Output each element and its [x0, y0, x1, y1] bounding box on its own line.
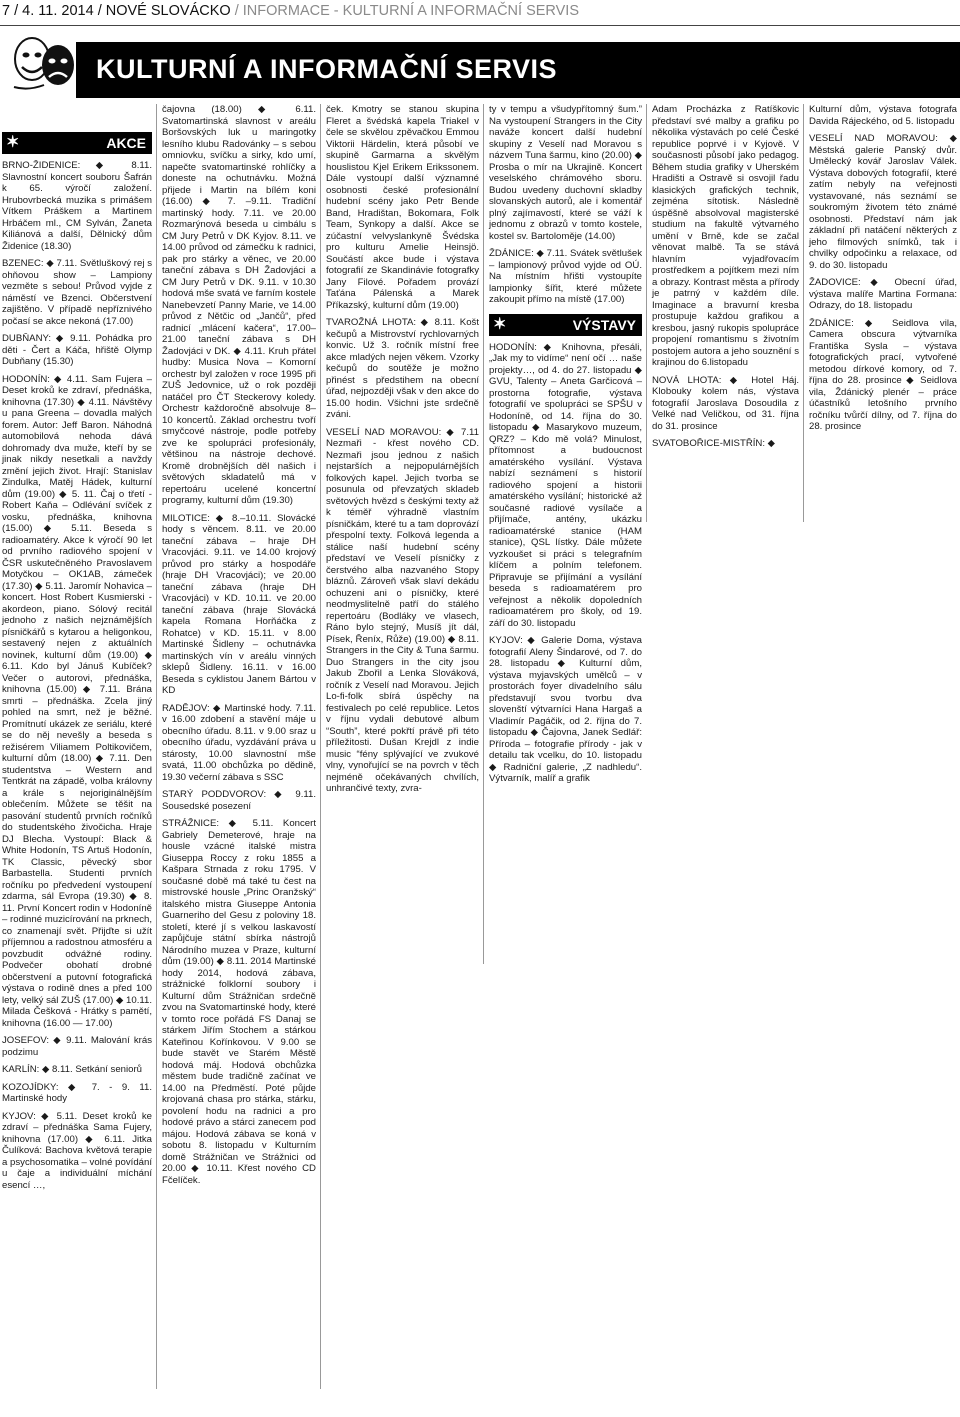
event-entry: KARLÍN: ◆ 8.11. Setkání seniorů [2, 1064, 142, 1075]
exhibition-entry: Kulturní dům, výstava fotografa Davida Rájeckého, od 5. listopadu [809, 104, 957, 127]
event-entry: HODONÍN: ◆ 4.11. Sam Fujera – Deset kroků ke zdraví, přednáška, knihovna (17.30) ◆ 4.11. Návštěvy u pana Greena – dovadla malých forem. Autor: Jeff Baron. Náhodná automobilová nehoda dává dohromady dva muže, kteří by se jinak nikdy nesetkali a navždy změní jejich život. Hrají: Stanislav Zindulka, Matěj Hádek, kulturní dům (19.00) ◆ 5. 11. Čaj o třetí - Robert Kaňa – Odlévání svíček z vosku, přednáška, knihovna (15.00) ◆ 5.11. Beseda s radioamatéry. Akce k výročí 90 let od prvního radiového spojení v ČSR uskutečněného Pravoslavem Motyčkou – OK1AB, zámeček (17.30) ◆ 5.11. Jaromír Nohavica – koncert. Host Robert Kusmierski - akordeon, piano. Sólový recitál jednoho z našich nejznámějších písničkářů s kytarou a heligonkou, sestavený nejen z aktuálních novinek, kulturní dům (19.00) ◆ 6.11. Kdo byl Jánuš Kubíček? Večer o autorovi, přednáška, knihovna (15.00) ◆ 7.11. Brána smrti – přednáška. Zcela jiný pohled na smrt, než je běžné. Promítnutí ukázek ze seriálu, které se do něj nevešly a beseda s režisérem Viliamem Poltikovičem, kulturní dům (18.00) ◆ 7.11. Den studentstva – Western and Tentkrát na západě, volba královny a krále s nejoriginálnějším oblečením. Můžete se těšit na pasování studentů prvních ročníků do studentského živočicha. Hraje DJ Blecha. Vystoupí: Black & White Hodonín, TS Artuš Hodonín, TK Classic, pěvecký sbor Barbastella. Studenti prvních ročníku po předvedení vystoupení zdarma, sál Evropa (19.30) ◆ 8. 11. První Koncert rodin v Hodoníně – rodinné muzicírování na prknech, co znamenají svět. Přijďte si užít příjemnou a radostnou atmosféru a povzbudit odvážné rodiny. Podvečer obohatí drobné občerstvení a putovní fotografická výstava o rodině dnes a před 100 lety, velký sál ZUŠ (17.00) ◆ 10.11. Milada Češková - Hrátky s pamětí, knihovna (16.00 — 17.00) [2, 373, 152, 1029]
exhibition-entry: ŽDÁNICE: ◆ Seidlova vila, Camera obscura výtvarníka Františka Sysla – výstava fotografických prací, vytvořené metodou dírkové komory, od 7. října do 28. prosince ◆ Seidlova vila, Ždánický plenér – práce účastníků letošního prvního ročníku tvůrčí dílny, od 7. října do 28. prosince [809, 317, 957, 432]
star-icon: ✶ [6, 134, 20, 151]
section-header-akce [2, 132, 152, 154]
paper-name: NOVÉ SLOVÁCKO [105, 3, 231, 19]
column-2 [162, 104, 316, 1389]
exhibition-entry: Adam Procházka z Ratíškovic představí své malby a grafiku po několika výstavách po celé České republice poprvé i v Kyjově. V současnosti působí jako pedagog. Během studia grafiky v Uherském Hradišti a Ostravě si osvojil řadu klasických grafických technik, zejména sítotisk. Následně úspěšně absolvoval magisterské studium na fakultě výtvarného umění v Brně, kde se začal věnovat malbě. Ta se stává hlavním vyjadřovacím prostředkem a pojítkem mezi ním a obrazy. Kontrast města a přírody je patrný v každém díle. Imaginace a bravurní kresba prostupuje každou grafikou a kresbou, jasný rukopis spolupráce propojení romantismu s životním postojem autora a jeho souznění s krajinou do 6.listopadu [652, 104, 799, 368]
event-entry: RADĚJOV: ◆ Martinské hody. 7.11. v 16.00 zdobení a stavění máje u obecního úřadu. 8.11. v 9.00 sraz u obecního úřadu, vyzdávání práva u stárosty, 10.00 slavnostní mše svatá, 11.00 obchůzka po dědině, 19.30 večerní zábava s SSC [162, 702, 316, 783]
event-entry: JOSEFOV: ◆ 9.11. Malování krás podzimu [2, 1035, 152, 1058]
event-entry: STRÁŽNICE: ◆ 5.11. Koncert Gabriely Demeterové, hraje na housle vzácné italské mistra Giuseppa Roccy z roku 1855 a Kašpara Strnada z roku 1795. V současné době má také tu čest na mistrovské housle „Princ Oranžský“ italského mistra Giuseppe Antonia Guarneriho del Gesu z poloviny 18. století, které jí s velkou laskavostí zapůjčuje státní sbírka nástrojů Národního muzea v Praze, kulturní dům (19.00) ◆ 8.11. 2014 Martinské hody 2014, hodová zábava, strážnické folklorní soubory i Kulturní dům Strážničan srdečně zvou na Svatomartinské hody, které v tomto roce pořádá FS Danaj se stárkem Jiřím Stochem a stárkou Kateřinou Kořínkovou. V 9.00 se bude stavět ve Starém Městě hodová máj. Hodová obchůzka městem bude tradičně začínat ve 14.00 na Předměstí. Poté půjde krojovaná chasa pro stárka, stárku, povolení hodu na radnici a pro hodové právo a stárci zanecem pod májou. Hodová zábava se koná v sobotu 8. listopadu v Kulturním domě Strážničan ve Strážnici od 20.00 ◆ 10.11. Křest nového CD Fčelíček. [162, 818, 316, 1186]
column-5 [652, 104, 799, 518]
event-entry: BZENEC: ◆ 7.11. Světluškový rej s ohňovou show – Lampiony vezměte s sebou! Průvod vyjde z náměstí ve Bzenci. Občerstvení zajištěno. V případě nepříznivého počasí se akce nekoná (17.00) [2, 258, 152, 327]
exhibition-entry: HODONÍN: ◆ Knihovna, přesáli, „Jak my to vidíme“ není očí … naše projekty…, od 4. do 27. listopadu ◆ GVU, Talenty – Aneta Garčicová – prostorna fotografie, výstava fotografií ve spolupráci se SPŠU v Hodoníně, od 14. října do 30. listopadu ◆ Masarykovo muzeum, QRZ? – Kdo mě volá? Minulost, přítomnost a budoucnost amatérského vysílání. Výstava nabízí seznámení s historií radiového spojení a historii amatérského vysílání; historické až současné radiové vysílače a přijímače, antény, ukázku radioamatérské stanice (HAM stanice), QSL lístky. Dále můžete vyzkoušet si práci s telegrafním klíčem a polním telefonem. Připravuje se přijímání a vysílání beseda s radioamatérem pro veřejnost a několik dopoledních radioamatérem pro školy, od 19. září do 30. listopadu [489, 341, 642, 629]
exhibition-entry: SVATOBOŘICE-MISTŘÍN: ◆ [652, 438, 776, 449]
event-entry: BRNO-ŽIDENICE: ◆ 8.11. Slavnostní koncert souboru Šafrán k 65. výročí založení. Hrubovrbecká muzika s primášem Vítkem Práškem a Martinem Hrbáčem ml., CM Sylván, Žaneta Kiliánová a další, Dělnický dům Židenice (18.30) [2, 160, 152, 252]
exhibition-entry: VESELÍ NAD MORAVOU: ◆ Městská galerie Panský dvůr. Umělecký kovář Jaroslav Válek. Výstava dobových fotografií, které zatím nebyly na veřejnosti vystavované, nás seznámí se soukromým životem této známé osobnosti. Představí nám jak základní při natáčení některých z jeho filmových snímků, tak i chvilky odpočinku a relaxace, od 9. do 30. listopadu [809, 133, 957, 271]
event-entry: čajovna (18.00) ◆ 6.11. Svatomartinská slavnost v areálu Boršovských luk u maringotky lesního klubu Radovánky – s sebou omniovku, svíčku a sirky, kdo umí, napečte svatomartinské rohlíčky a doneste na ochutnávku. Možná přijede i Martin na bílém koni (16.00) ◆ 7. –9.11. Tradiční martinský hody. 7.11. ve 20.00 Rozmarýnová beseda u cimbálu s CM Jury Petrů v DK Kyjov. 8.11. ve 14.00 průvod od zámečku k radnici, pak pro stárky a věnec, ve 20.00 taneční zábava s DH Žadovjáci a CM Jury Petrů v DK. 9.11. v 10.30 hodová mše svatá ve farním kostele Nanebevzetí Panny Marie, ve 14.00 průvod z Nětčic od „Jančů“, před radnicí „mlácení kačera“, 17.00–21.00 taneční zábava s DH Žadovjáci v DK. ◆ 4.11. Kruh přátel hudby: Musica Nova – Komorní orchestr byl založen v roce 1995 při ZUŠ Jedovnice, už o rok později natáčel pro ČT Steckerovy koledy. Orchestr každoročně absolvuje 8–10 koncertů. Základ orchestru tvoří smyčcové nástroje, podle potřeby zve ke spolupráci profesionály, většinou na nástroje dechové. Kromě drobnějších děl našich i světových skladatelů má v repertoáru ucelené koncertní programy, kulturní dům (19.30) [162, 104, 316, 506]
event-entry: ty v tempu a všudypřítomný šum.” Na vystoupení Strangers in the City naváže koncert další hudební skupiny z Veselí nad Moravou s názvem Tuna šarmu, kino (20.00) ◆ Prosba o mír na Ukrajině. Koncert veselského chrámového sboru. Budou uvedeny duchovní skladby slovanských autorů, ale i komentář plný zajímavostí, které se váží k jednomu z obrazů v tomto kostele, kostel sv. Bartoloměje (14.00) [489, 104, 642, 242]
event-entry: ček. Kmotry se stanou skupina Fleret a švédská kapela Triakel v čele se skvělou zpěvačkou Emmou Viktorii Härdelin, která působí ve skupině Garmarna a skvělým houslistou Kjel Erikem Erikssonem. Dále vystoupí další významné osobnosti české profesionální hudební scény jako Petr Bende Band, Hradištan, Bokomara, Folk Team, Synkopy a další. Akce se zúčastní velvyslankyně Švédska pro kulturu Amelie Heinsjö. Součástí akce bude i výstava fotografií ze Skandinávie fotografky Jany Filové. Pořadem provází Taťána Pálenská a Marek Příkazský, kulturní dům (19.00) [326, 104, 479, 311]
event-entry: KOZOJÍDKY: ◆ 7. - 9. 11. Martinské hody [2, 1081, 152, 1104]
section-header-vystavy [489, 314, 642, 336]
theatre-masks-logo [8, 31, 82, 93]
exhibition-entry: ŽADOVICE: ◆ Obecní úřad, výstava malíře Martina Formana: Odrazy, do 18. listopadu [809, 277, 957, 311]
event-entry: ŽDÁNICE: ◆ 7.11. Svátek světlušek – lampionový průvod vyjde od OÚ. Na místním hřišti vystoupíte lampionky šířit, které můžete zakoupit přímo na místě (17.00) [489, 248, 642, 305]
event-entry: TVAROŽNÁ LHOTA: ◆ 8.11. Košt kečupů a Mistrovství rychlovarných konvic. Už 3. ročník místní free akce mladých nejen věkem. Vzorky kečupů do soutěže je možno přinést s předstihem na obecní úřad, nejpozději však v den akce do 15.00 hodin. Všichni jste srdečně zváni. [326, 317, 479, 420]
column-6 [809, 104, 957, 518]
column-4 [489, 104, 642, 784]
event-entry: VESELÍ NAD MORAVOU: ◆ 7.11 Nezmaři - křest nového CD. Nezmaři jsou jednou z našich nejstarších a nejpopulárnějších folkových kapel. Jejich tvorba se posunula od převzatých skladeb světových hvězd s českými texty až k téměř výhradně vlastním písničkám, které tu a tam doprovází přespolní texty. Folková legenda a stálice naší hudební scény představí ve Veselí písničky z čerstvého alba nazvaného Stopy bláznů. Zároveň však slaví dekádu ochuzeni ani o písničky, které neodmyslitelně patří do stálého repertoáru (Bodláky ve vlasech, Ráno bylo stejný, Musíš jít dál, Písek, Řeníx, Růže) (19.00) ◆ 8.11. Strangers in the City & Tuna šarmu. Duo Strangers in the city jsou Jakub Zbořil a Lenka Slováková, ročník z Veselí nad Moravou. Jejich Lo-fi-folk sbírá úspěchy na festivalech po celé republice. Letos v říjnu vydali debutové album “South”, které pokřtí právě při této příležitosti. Dušan Krejdl z indie music “fény splývající ve zvukové vlny, vynořující se na povrch v těch nejméně očekávaných chvílích, unhrančivé texty, zvra- [326, 426, 479, 794]
column-3 [326, 104, 479, 960]
section-akce-label: AKCE [106, 135, 146, 151]
issue-date: 4. 11. 2014 [22, 3, 94, 19]
event-entry: KYJOV: ◆ 5.11. Deset kroků ke zdraví – přednáška Sama Fujery, knihovna (17.00) ◆ 6.11. Jitka Čulíková: Bachova květová terapie a psychosomatika – volné povídání u čaje a individuální míchání esencí …, [2, 1110, 152, 1191]
section-banner-title: KULTURNÍ A INFORMAČNÍ SERVIS [96, 54, 558, 84]
star-icon: ✶ [493, 315, 507, 333]
event-entry: STARÝ PODDVOROV: ◆ 9.11. Sousedské posezení [162, 789, 316, 812]
exhibition-entry: KYJOV: ◆ Galerie Doma, výstava fotografií Aleny Šindarové, od 7. do 28. listopadu ◆ Kulturní dům, výstava myjavských umělců – v prostorách foyer divadelního sálu představují svou tvorbu dva slovenští výtvarníci Hana Hargaš a Vladimír Pagáčik, od 2. října do 7. listopadu ◆ Čajovna, Janek Sedlář: Příroda – fotografie přírody - jak v detailu tak vcelku, do 10. listopadu ◆ Radniční galerie, „Z nadhledu“. Výtvarník, malíř a grafik [489, 635, 642, 784]
event-entry: DUBŇANY: ◆ 9.11. Pohádka pro děti - Čert a Káča, hřiště Olymp Dubňany (15.30) [2, 333, 152, 367]
running-header: 7 / 4. 11. 2014 / NOVÉ SLOVÁCKO / INFORMACE - KULTURNÍ A INFORMAČNÍ SERVIS [0, 0, 960, 26]
header-subtitle: INFORMACE - KULTURNÍ A INFORMAČNÍ SERVIS [242, 3, 579, 19]
section-vystavy-label: VÝSTAVY [572, 316, 636, 333]
event-entry: MILOTICE: ◆ 8.–10.11. Slovácké hody s věncem. 8.11. ve 20.00 taneční zábava – hraje DH Vracovjáci. 9.11. ve 14.00 krojový průvod pro stárky a hospodáře (hraje DH Vracovjáci); ve 20.00 taneční zábava (hraje DH Vracovjáci) v KD. 10.11. ve 20.00 taneční zábava (hraje Slovácká kapela Romana Horňáčka z Rohatce) v KD. 15.11. v 8.00 Martinské Šidleny – ochutnávka martinských vín v areálu vinných sklepů Šidleny. 16.11. v 16.00 Beseda s cyklistou Janem Bártou v KD [162, 512, 316, 696]
column-1 [2, 132, 152, 1417]
exhibition-entry: NOVÁ LHOTA: ◆ Hotel Háj. Klobouky kolem nás, výstava fotografií Jaroslava Dosoudila z Velké nad Veličkou, od 31. října do 31. prosince [652, 374, 799, 432]
page-number: 7 [2, 3, 11, 19]
